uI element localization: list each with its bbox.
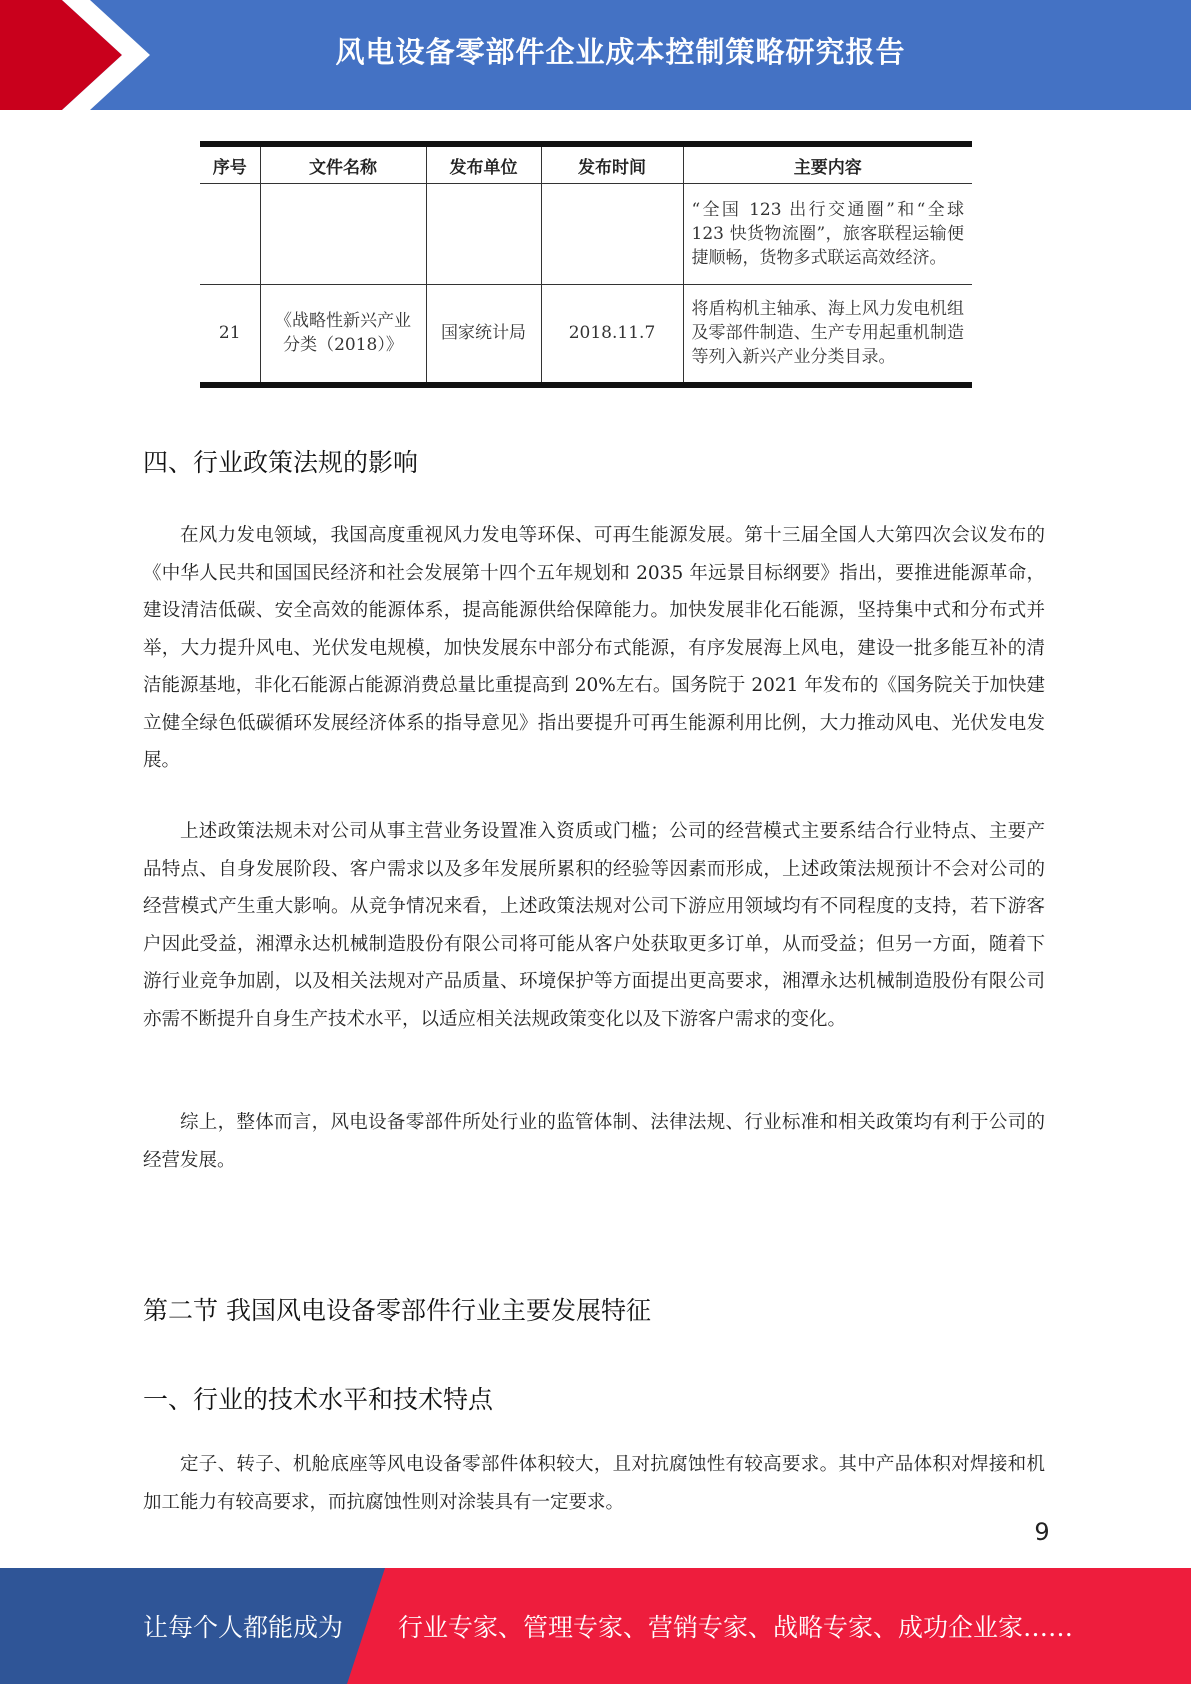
page-number: 9 [1034,1518,1050,1546]
chevron-arrow-icon [0,0,160,110]
section-heading: 四、行业政策法规的影响 [143,448,419,477]
table-cell: 国家统计局 [426,285,541,385]
section-heading: 一、行业的技术水平和技术特点 [143,1385,494,1414]
column-header: 发布单位 [426,144,541,184]
table-cell [541,184,683,285]
footer-slogan-right: 行业专家、管理专家、营销专家、战略专家、成功企业家…… [398,1613,1074,1642]
table-cell [426,184,541,285]
page-footer [0,1568,1191,1684]
report-title: 风电设备零部件企业成本控制策略研究报告 [335,34,906,69]
footer-slogan-left: 让每个人都能成为 [143,1613,344,1642]
table-cell [200,184,260,285]
table-header-row [200,144,972,184]
table-cell: 《战略性新兴产业分类（2018）》 [260,285,426,385]
body-paragraph: 在风力发电领域，我国高度重视风力发电等环保、可再生能源发展。第十三届全国人大第四次会议发布的《中华人民共和国国民经济和社会发展第十四个五年规划和 2035 年远景目标纲要》指出，要推进能源革命，建设清洁低碳、安全高效的能源体系，提高能源供给保障能力。加快发展非化石能源，坚持集中式和分布式并举，大力提升风电、光伏发电规模，加快发展东中部分布式能源，有序发展海上风电，建设一批多能互补的清洁能源基地，非化石能源占能源消费总量比重提高到 20%左右。国务院于 2021 年发布的《国务院关于加快建立健全绿色低碳循环发展经济体系的指导意见》指出要提升可再生能源利用比例，大力推动风电、光伏发电发展。 [143,525,1045,771]
column-header: 文件名称 [260,144,426,184]
page-header [0,0,1191,110]
table-cell: 21 [200,285,260,385]
body-paragraph: 上述政策法规未对公司从事主营业务设置准入资质或门槛；公司的经营模式主要系结合行业特点、主要产品特点、自身发展阶段、客户需求以及多年发展所累积的经验等因素而形成，上述政策法规预计不会对公司的经营模式产生重大影响。从竞争情况来看，上述政策法规对公司下游应用领域均有不同程度的支持，若下游客户因此受益，湘潭永达机械制造股份有限公司将可能从客户处获取更多订单，从而受益；但另一方面，随着下游行业竞争加剧，以及相关法规对产品质量、环境保护等方面提出更高要求，湘潭永达机械制造股份有限公司亦需不断提升自身生产技术水平，以适应相关法规政策变化以及下游客户需求的变化。 [143,821,1045,1030]
column-header: 发布时间 [541,144,683,184]
table-cell [260,184,426,285]
table-row [200,285,972,385]
column-header: 主要内容 [683,144,972,184]
column-header: 序号 [200,144,260,184]
policy-table [200,141,972,388]
chapter-heading: 第二节 我国风电设备零部件行业主要发展特征 [143,1296,651,1325]
table-cell: 将盾构机主轴承、海上风力发电机组及零部件制造、生产专用起重机制造等列入新兴产业分类目录。 [683,285,972,385]
body-paragraph: 综上，整体而言，风电设备零部件所处行业的监管体制、法律法规、行业标准和相关政策均有利于公司的经营发展。 [143,1112,1045,1171]
body-paragraph: 定子、转子、机舱底座等风电设备零部件体积较大，且对抗腐蚀性有较高要求。其中产品体积对焊接和机加工能力有较高要求，而抗腐蚀性则对涂装具有一定要求。 [143,1454,1045,1513]
table-cell: 2018.11.7 [541,285,683,385]
table-row [200,184,972,285]
table-cell: “全国 123 出行交通圈”和“全球 123 快货物流圈”，旅客联程运输便捷顺畅，货物多式联运高效经济。 [683,184,972,285]
